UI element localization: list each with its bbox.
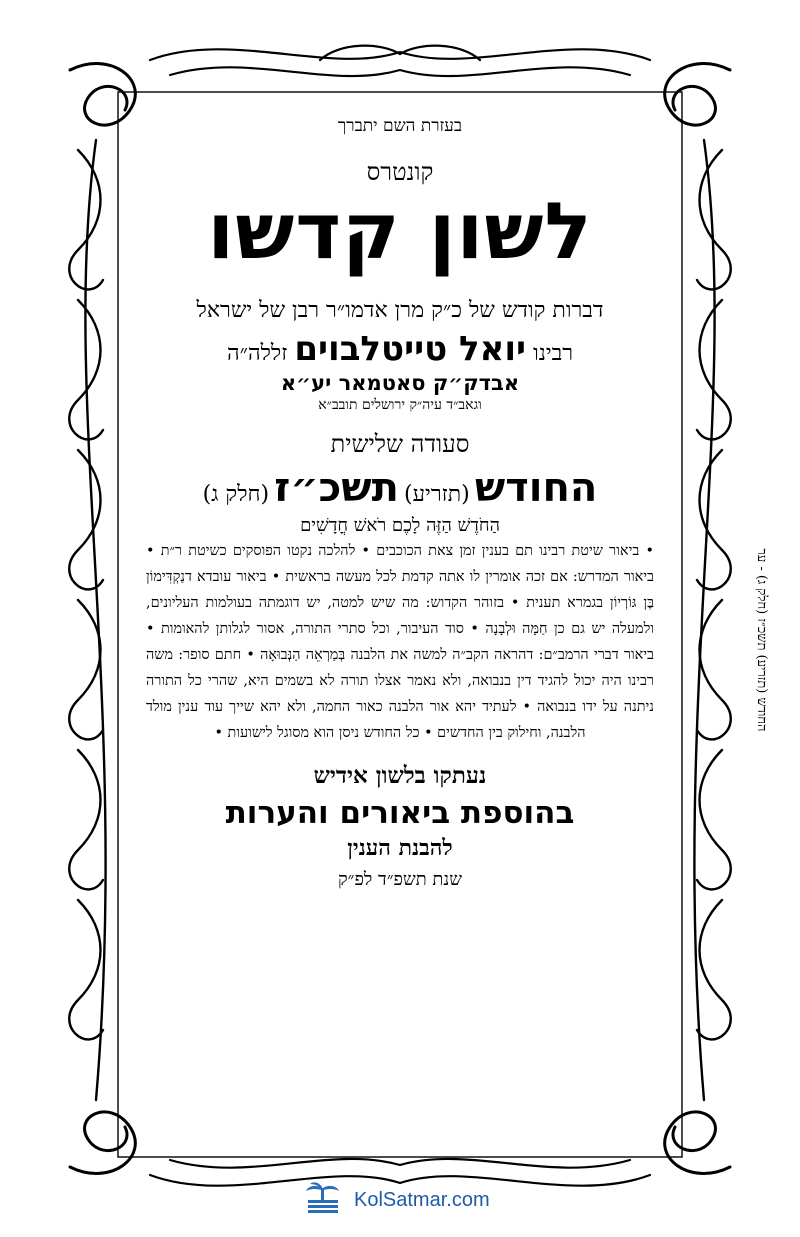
parsha-main: החודש — [474, 465, 598, 511]
author-prefix: רבינו — [533, 341, 574, 366]
logo-text — [354, 1189, 490, 1212]
understanding-line: להבנת הענין — [347, 835, 453, 861]
parsha-paren2: (חלק ג) — [202, 482, 270, 507]
parsha-heading — [140, 465, 660, 511]
palm-tree-books-icon — [300, 1182, 346, 1218]
logo-brand: KolSatmar — [354, 1188, 447, 1211]
seuda-label: סעודה שלישית — [330, 430, 470, 458]
author-line-1: דברות קודש של כ״ק מרן אדמו״ר רבן של ישראל — [196, 298, 604, 323]
publication-year: שנת תשפ״ד לפ״ק — [338, 869, 462, 890]
parsha-year: תשכ״ז — [274, 465, 399, 511]
kuntres-label: קונטרס — [366, 158, 434, 186]
translated-note: נעתקו בלשון אידיש — [313, 762, 487, 789]
book-title: לשון קדשו — [207, 187, 593, 277]
additions-heading: בהוספת ביאורים והערות — [225, 795, 575, 831]
author-name: יואל טייטלבוים — [294, 329, 527, 369]
logo-suffix: .com — [446, 1188, 490, 1211]
kolsatmar-logo[interactable] — [300, 1182, 500, 1218]
title-page — [140, 108, 660, 890]
author-line-3: אבדק״ק סאטמאר יע״א — [280, 371, 520, 395]
author-line-4: וגאב״ד עיה״ק ירושלים תובב״א — [318, 397, 482, 413]
spine-text: החודש (תזריע) תשכ״ז (חלק ג) - ער — [754, 548, 769, 732]
opening-blessing: בעזרת השם יתברך — [337, 116, 463, 136]
author-suffix: זללה״ה — [226, 341, 288, 366]
parsha-paren1: (תזריע) — [404, 482, 470, 507]
contents-summary: • ביאור שיטת רבינו תם בענין זמן צאת הכוכבים • להלכה נקטו הפוסקים כשיטת ר״ת • ביאור המדרש: אם זכה אומרין לו אתה קדמת לכל מעשה בראשית • ביאור עובדא דנַקְדִּימוֹן בֶּן גּוֹרְיוֹן בגמרא תענית • בזוהר הקדוש: מה שיש למטה, יש דוגמתה בעולמות העליונים, ולמעלה יש גם כן חַמָּה וּלְבָנָה • סוד העיבור, וכל סתרי התורה, אסור לגלותן להאומות • ביאור דברי הרמב״ם: דהראה הקב״ה למשה את הלבנה בְּמַרְאֵה הַנְּבוּאָה • חתם סופר: משה רבינו היה יכול להגיד דין בנבואה, ולא נאמר אצלו תורה לא בשמים היא, שהרי כל התורה ניתנה על ידו בנבואה • לעתיד יהא אור הלבנה כאור החמה, ולא יהא שייך עוד ענין מולד הלבנה, וחילוק בין החדשים • כל החודש ניסן הוא מסוגל לישועות • — [146, 543, 654, 741]
author-line-2 — [140, 329, 660, 369]
verse: הַחֹדֶשׁ הַזֶּה לָכֶם רֹאשׁ חֳדָשִׁים — [300, 515, 500, 536]
